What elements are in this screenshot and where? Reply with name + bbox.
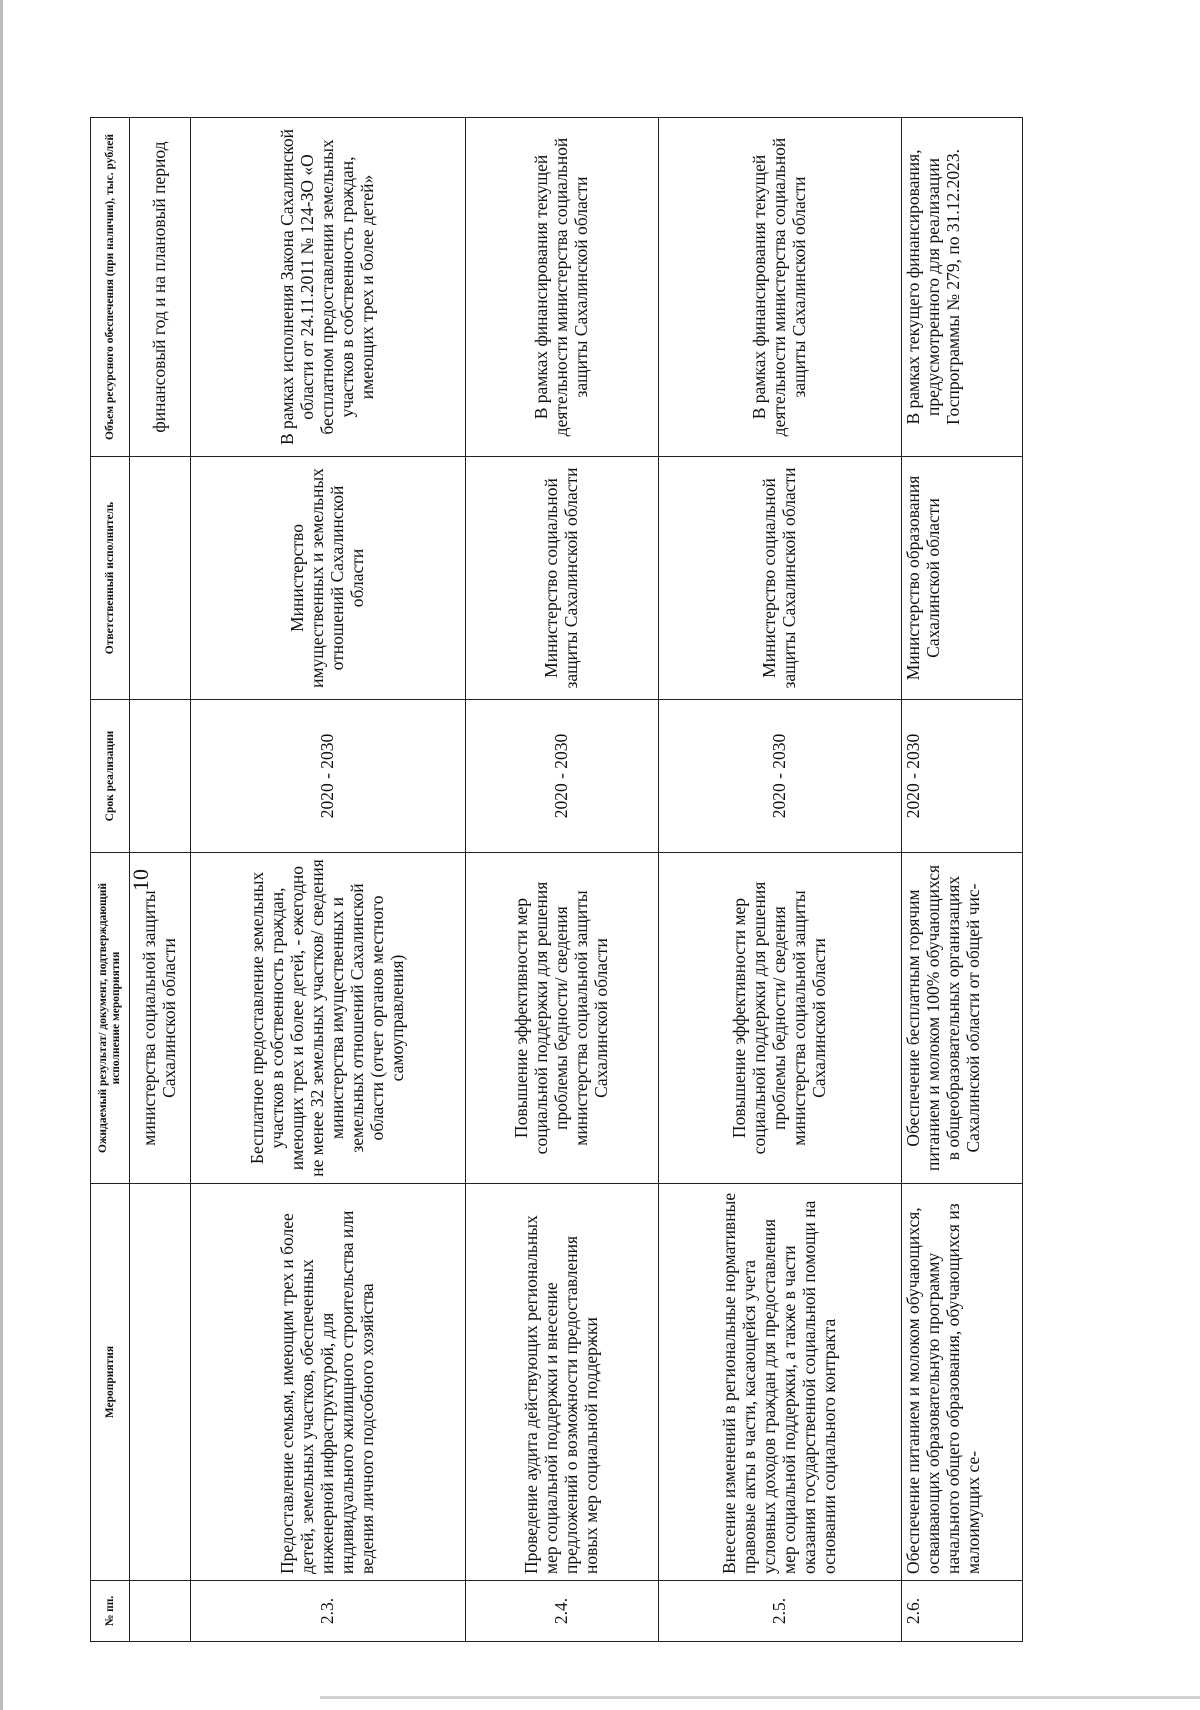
measure-cell: Предоставление семьям, имеющим трех и более детей, земельных участков, обеспеченных инженерной инфраструктурой, для индивидуального жилищного строительства или ведения личного подсобного хозяйства — [191, 1184, 466, 1581]
executor-cell: Министерство имущественных и земельных отношений Сахалинской области — [191, 457, 466, 700]
table-row — [130, 118, 191, 1642]
result-cell: Повышение эффективности мер социальной поддержки для решения проблемы бедности/ сведения министерства социальной защиты Сахалинской области — [659, 853, 902, 1184]
row-number: 2.5. — [659, 1581, 902, 1642]
page-number: 10 — [128, 869, 153, 891]
scan-edge-bottom — [320, 1696, 1200, 1699]
volume-cell: В рамках исполнения Закона Сахалинской области от 24.11.2011 № 124-ЗО «О бесплатном предоставлении земельных участков в собственность граждан, имеющих трех и более детей» — [191, 118, 466, 457]
result-cell: Повышение эффективности мер социальной поддержки для решения проблемы бедности/ сведения министерства социальной защиты Сахалинской области — [466, 853, 659, 1184]
volume-cell: В рамках финансирования текущей деятельности министерства социальной защиты Сахалинской области — [466, 118, 659, 457]
table-header-row — [91, 118, 130, 1642]
header-executor: Ответственный исполнитель — [91, 457, 130, 700]
executor-cell: Министерство социальной защиты Сахалинской области — [466, 457, 659, 700]
table-row — [191, 118, 466, 1642]
volume-cell: В рамках текущего финансирования, предусмотренного для реализации Госпрограммы № 279, по 31.12.2023. — [902, 118, 1023, 457]
result-cell: Бесплатное предоставление земельных участков в собственность граждан, имеющих трех и более детей, - ежегодно не менее 32 земельных участков/ сведения министерства имущественных и земельных отношений Сахалинской области (отчет органов местного самоуправления) — [191, 853, 466, 1184]
term-cell: 2020 - 2030 — [659, 700, 902, 853]
term-cell — [130, 700, 191, 853]
executor-cell: Министерство социальной защиты Сахалинской области — [659, 457, 902, 700]
table-row — [902, 118, 1023, 1642]
header-result: Ожидаемый результат/ документ, подтверждающий исполнение мероприятия — [91, 853, 130, 1184]
header-measure: Мероприятия — [91, 1184, 130, 1581]
row-number: 2.3. — [191, 1581, 466, 1642]
term-cell: 2020 - 2030 — [191, 700, 466, 853]
row-number: 2.6. — [902, 1581, 1023, 1642]
header-volume: Объем ресурсного обеспечения (при наличии), тыс. рублей — [91, 118, 130, 457]
measure-cell: Обеспечение питанием и молоком обучающихся, осваивающих образовательную программу начального общего образования, обучающихся из малоимущих се- — [902, 1184, 1023, 1581]
measure-cell — [130, 1184, 191, 1581]
executor-cell — [130, 457, 191, 700]
row-number — [130, 1581, 191, 1642]
header-num: № пп. — [91, 1581, 130, 1642]
volume-cell: В рамках финансирования текущей деятельности министерства социальной защиты Сахалинской области — [659, 118, 902, 457]
rotated-page — [0, 130, 1200, 1690]
term-cell: 2020 - 2030 — [902, 700, 1023, 853]
measure-cell: Проведение аудита действующих региональных мер социальной поддержки и внесение предложений о возможности предоставления новых мер социальной поддержки — [466, 1184, 659, 1581]
table-row — [659, 118, 902, 1642]
volume-cell: финансовый год и на плановый период — [130, 118, 191, 457]
measure-cell: Внесение изменений в региональные нормативные правовые акты в части, касающейся учета условных доходов граждан для предоставления мер социальной поддержки, а также в части оказания государственной социальной помощи на основании социального контракта — [659, 1184, 902, 1581]
row-number: 2.4. — [466, 1581, 659, 1642]
measures-table — [90, 117, 1023, 1642]
result-cell: Обеспечение бесплатным горячим питанием и молоком 100% обучающихся в общеобразовательных организациях Сахалинской области от общей чис- — [902, 853, 1023, 1184]
table-row — [466, 118, 659, 1642]
term-cell: 2020 - 2030 — [466, 700, 659, 853]
result-cell: министерства социальной защиты Сахалинской области — [130, 853, 191, 1184]
header-term: Срок реализации — [91, 700, 130, 853]
executor-cell: Министерство образования Сахалинской области — [902, 457, 1023, 700]
